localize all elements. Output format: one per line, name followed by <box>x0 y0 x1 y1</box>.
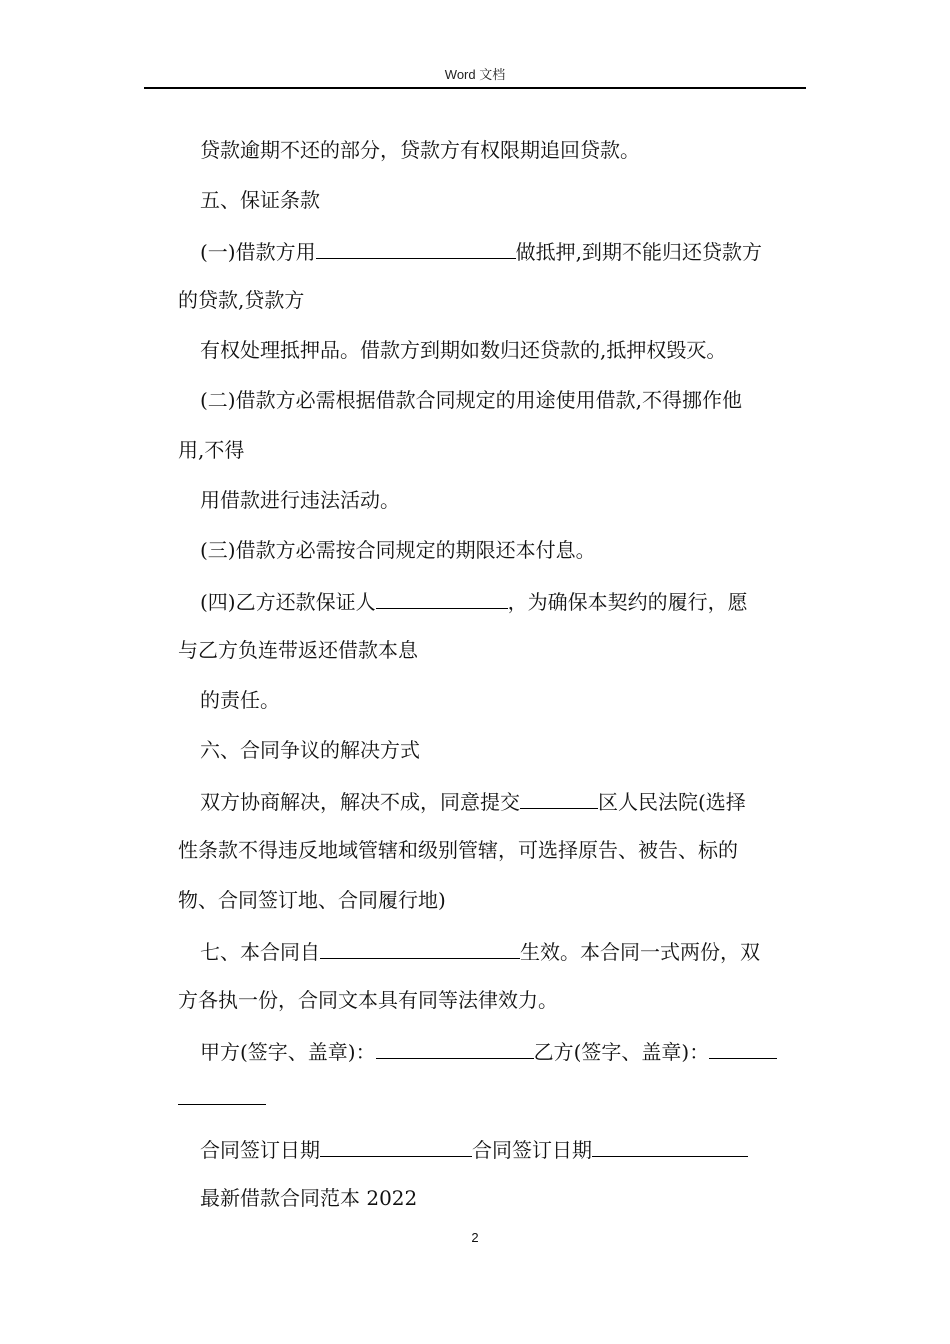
party-b-signature-blank[interactable] <box>709 1036 777 1059</box>
dispute-line-3: 物、合同签订地、合同履行地) <box>178 888 446 912</box>
clause-7-line-1 <box>200 936 830 966</box>
effective-date-blank[interactable] <box>320 936 520 959</box>
clause-1-line-1 <box>200 236 830 266</box>
page-number: 2 <box>471 1230 479 1245</box>
party-a-signature-blank[interactable] <box>376 1036 534 1059</box>
heading-dispute: 六、合同争议的解决方式 <box>200 738 420 762</box>
paragraph-overdue: 贷款逾期不还的部分，贷款方有权限期追回贷款。 <box>200 138 640 162</box>
clause-2-line-2: 用,不得 <box>178 438 245 462</box>
document-tail-title: 最新借款合同范本 2022 <box>200 1186 418 1210</box>
signing-date-blank-a[interactable] <box>320 1134 472 1157</box>
dispute-line-1 <box>200 786 830 816</box>
clause-1-suffix: 做抵押,到期不能归还贷款方 <box>515 240 762 264</box>
clause-1-line-2: 的贷款,贷款方 <box>178 288 305 312</box>
clause-7-line-2: 方各执一份，合同文本具有同等法律效力。 <box>178 988 558 1012</box>
header-title: Word 文档 <box>444 67 506 82</box>
signing-date-label-b: 合同签订日期 <box>472 1138 592 1162</box>
guarantor-blank[interactable] <box>376 586 508 609</box>
clause-4-line-1 <box>200 586 830 616</box>
header-rule <box>144 87 806 89</box>
dispute-line-2: 性条款不得违反地域管辖和级别管辖，可选择原告、被告、标的 <box>178 838 738 862</box>
clause-2-line-1: (二)借款方必需根据借款合同规定的用途使用借款,不得挪作他 <box>200 388 742 412</box>
clause-3: (三)借款方必需按合同规定的期限还本付息。 <box>200 538 596 562</box>
signing-date-blank-b[interactable] <box>592 1134 748 1157</box>
clause-1-line-3: 有权处理抵押品。借款方到期如数归还贷款的,抵押权毁灭。 <box>200 338 727 362</box>
heading-guarantee: 五、保证条款 <box>200 188 320 212</box>
clause-1-prefix: (一)借款方用 <box>200 240 316 264</box>
clause-2-line-3: 用借款进行违法活动。 <box>200 488 400 512</box>
clause-7-prefix: 七、本合同自 <box>200 940 320 964</box>
dispute-suffix: 区人民法院(选择 <box>598 790 746 814</box>
clause-4-line-2: 与乙方负连带返还借款本息 <box>178 638 418 662</box>
mortgage-blank[interactable] <box>316 236 516 259</box>
clause-4-line-3: 的责任。 <box>200 688 280 712</box>
signing-date-line <box>200 1134 830 1164</box>
party-b-label: 乙方(签字、盖章)： <box>533 1040 710 1064</box>
signing-date-label-a: 合同签订日期 <box>200 1138 320 1162</box>
clause-4-prefix: (四)乙方还款保证人 <box>200 590 376 614</box>
dispute-prefix: 双方协商解决，解决不成，同意提交 <box>200 790 520 814</box>
clause-7-suffix: 生效。本合同一式两份，双 <box>520 940 760 964</box>
party-b-signature-blank-cont[interactable] <box>178 1082 266 1105</box>
party-a-label: 甲方(签字、盖章)： <box>200 1040 376 1064</box>
signature-continuation <box>178 1082 808 1112</box>
court-district-blank[interactable] <box>520 786 598 809</box>
signature-line <box>200 1036 830 1066</box>
clause-4-suffix: ，为确保本契约的履行，愿 <box>507 590 748 614</box>
